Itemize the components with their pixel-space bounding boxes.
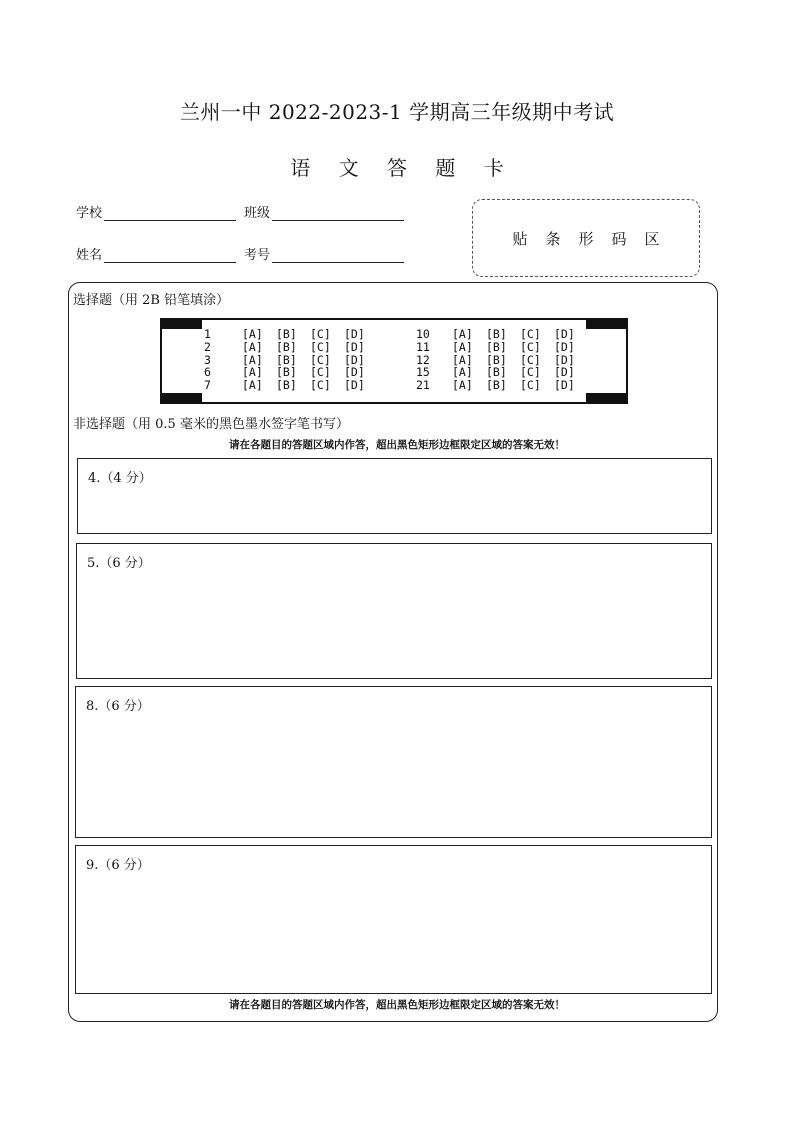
choice-bubble[interactable]: [A] <box>452 339 473 354</box>
choice-bubble[interactable]: [A] <box>242 365 263 380</box>
choice-row <box>162 354 622 367</box>
choice-bubble[interactable]: [B] <box>486 378 507 393</box>
choice-bubble[interactable]: [D] <box>554 327 575 341</box>
alignment-mark <box>162 393 202 402</box>
choice-bubble[interactable]: [B] <box>276 378 297 393</box>
choice-bubble[interactable]: [A] <box>242 352 263 367</box>
choice-bubble[interactable]: [C] <box>310 378 331 393</box>
choice-bubble[interactable]: [D] <box>554 352 575 367</box>
choice-bubble[interactable]: [D] <box>554 365 575 380</box>
choice-bubble[interactable]: [D] <box>554 378 575 393</box>
choice-bubble[interactable]: [C] <box>520 339 541 354</box>
choice-bubble[interactable]: [B] <box>276 352 297 367</box>
choice-bubble[interactable]: [A] <box>242 378 263 393</box>
bottom-notice: 请在各题目的答题区域内作答，超出黑色矩形边框限定区域的答案无效！ <box>229 999 565 1011</box>
choice-bubble[interactable]: [B] <box>276 327 297 341</box>
barcode-char: 贴 <box>512 229 528 248</box>
choice-row <box>162 341 622 354</box>
choice-bubble[interactable]: [D] <box>344 365 365 380</box>
choice-bubble[interactable]: [C] <box>310 365 331 380</box>
exam-title: 兰州一中 2022-2023-1 学期高三年级期中考试 <box>179 100 615 124</box>
choice-bubble[interactable]: [C] <box>520 378 541 393</box>
question-number: 6 <box>204 365 211 380</box>
question-number: 7 <box>204 378 211 393</box>
answer-box-q4[interactable] <box>77 458 712 534</box>
choice-bubble[interactable]: [C] <box>310 352 331 367</box>
school-label: 学校 <box>76 206 103 221</box>
choice-bubble[interactable]: [B] <box>486 327 507 341</box>
choice-bubble[interactable]: [A] <box>452 352 473 367</box>
card-subtitle <box>0 152 794 181</box>
question-number: 11 <box>416 339 430 354</box>
subtitle-char: 语 <box>290 156 311 180</box>
barcode-area <box>472 199 700 277</box>
choice-bubble[interactable]: [B] <box>486 352 507 367</box>
exam-no-field[interactable] <box>244 244 404 263</box>
choice-bubble[interactable]: [D] <box>554 339 575 354</box>
choice-bubble[interactable]: [B] <box>486 339 507 354</box>
choice-bubble[interactable]: [D] <box>344 352 365 367</box>
alignment-mark <box>586 393 626 402</box>
question-label: 8.（6 分） <box>86 699 150 714</box>
answer-box-q5[interactable] <box>76 543 712 679</box>
choice-bubble[interactable]: [B] <box>486 365 507 380</box>
multiple-choice-label: 选择题（用 2B 铅笔填涂） <box>73 293 230 308</box>
question-label: 4.（4 分） <box>88 471 152 486</box>
subtitle-char: 题 <box>435 156 456 180</box>
choice-bubble[interactable]: [C] <box>520 365 541 380</box>
choice-bubble[interactable]: [C] <box>310 339 331 354</box>
school-field[interactable] <box>76 202 236 221</box>
answer-box-q9[interactable] <box>75 845 712 994</box>
choice-row <box>162 379 622 392</box>
multiple-choice-grid <box>160 318 628 404</box>
class-field[interactable] <box>244 202 404 221</box>
exam-no-label: 考号 <box>244 248 271 263</box>
choice-bubble[interactable]: [C] <box>310 327 331 341</box>
exam-no-input-line[interactable] <box>272 248 404 263</box>
class-input-line[interactable] <box>272 206 404 221</box>
question-number: 1 <box>204 327 211 341</box>
subtitle-char: 答 <box>387 156 407 180</box>
school-input-line[interactable] <box>104 206 236 221</box>
question-number: 2 <box>204 339 211 354</box>
choice-bubble[interactable]: [B] <box>276 339 297 354</box>
choice-bubble[interactable]: [A] <box>452 365 473 380</box>
class-label: 班级 <box>244 206 271 221</box>
barcode-char: 区 <box>644 229 660 248</box>
top-notice: 请在各题目的答题区域内作答，超出黑色矩形边框限定区域的答案无效！ <box>229 439 565 451</box>
name-field[interactable] <box>76 244 236 263</box>
question-number: 3 <box>204 352 211 367</box>
choice-bubble[interactable]: [A] <box>452 327 473 341</box>
choice-bubble[interactable]: [D] <box>344 327 365 341</box>
subtitle-char: 文 <box>338 156 359 180</box>
question-number: 21 <box>416 378 430 393</box>
question-label: 5.（6 分） <box>87 556 151 571</box>
question-label: 9.（6 分） <box>86 858 150 873</box>
subtitle-char: 卡 <box>483 156 504 180</box>
choice-row <box>162 328 622 341</box>
choice-bubble[interactable]: [D] <box>344 378 365 393</box>
question-number: 10 <box>416 327 430 341</box>
choice-bubble[interactable]: [A] <box>242 327 263 341</box>
question-number: 12 <box>416 352 430 367</box>
choice-row <box>162 366 622 379</box>
answer-box-q8[interactable] <box>75 686 712 838</box>
name-input-line[interactable] <box>104 248 236 263</box>
choice-bubble[interactable]: [C] <box>520 327 541 341</box>
choice-bubble[interactable]: [B] <box>276 365 297 380</box>
name-label: 姓名 <box>76 248 103 263</box>
choice-bubble[interactable]: [D] <box>344 339 365 354</box>
barcode-char: 条 <box>545 229 561 248</box>
choice-bubble[interactable]: [A] <box>242 339 263 354</box>
question-number: 15 <box>416 365 430 380</box>
choice-bubble[interactable]: [A] <box>452 378 473 393</box>
barcode-char: 形 <box>578 229 594 248</box>
barcode-char: 码 <box>611 229 627 248</box>
non-choice-label: 非选择题（用 0.5 毫米的黑色墨水签字笔书写） <box>73 417 349 432</box>
choice-bubble[interactable]: [C] <box>520 352 541 367</box>
